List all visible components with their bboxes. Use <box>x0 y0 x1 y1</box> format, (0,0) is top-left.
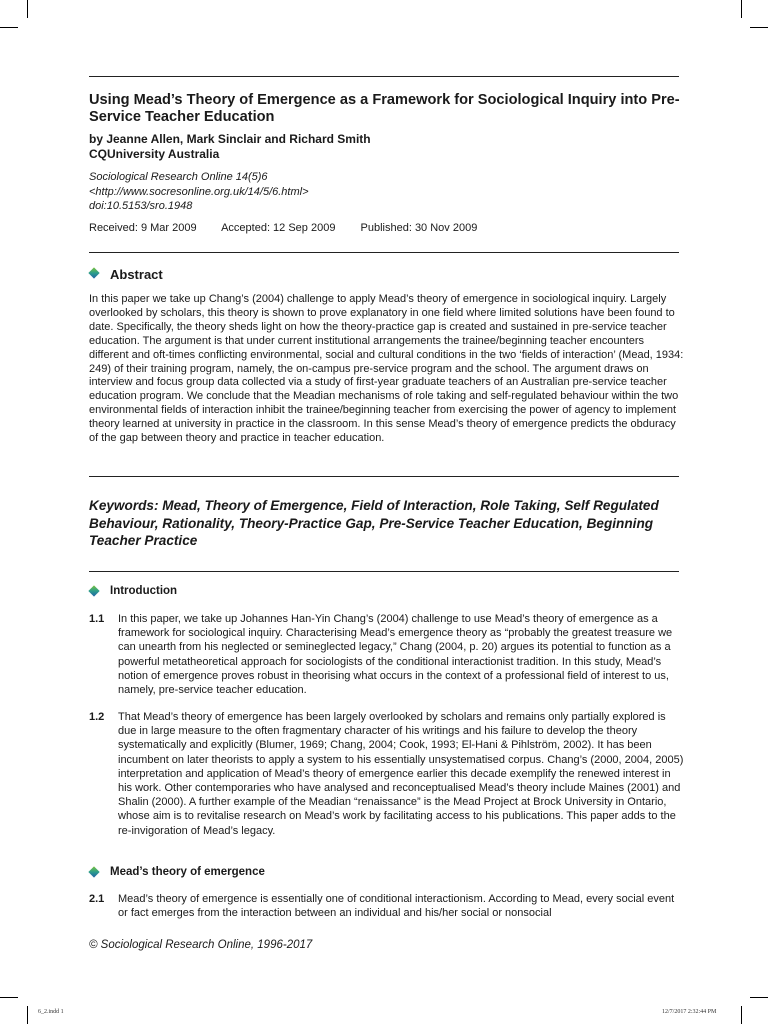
mead-theory-heading: Mead’s theory of emergence <box>110 866 265 878</box>
crop-mark-top-left <box>0 27 18 28</box>
received-date: Received: 9 Mar 2009 <box>89 222 197 234</box>
crop-mark-bottom-left <box>0 997 18 998</box>
article-title: Using Mead’s Theory of Emergence as a Framework for Sociological Inquiry into Pre-Service Teacher Education <box>89 92 680 125</box>
copyright-notice: © Sociological Research Online, 1996-2017 <box>89 939 313 951</box>
article-url[interactable]: <http://www.socresonline.org.uk/14/5/6.html> <box>89 185 309 198</box>
crop-mark-top-left <box>27 0 28 18</box>
print-slug-file: 6_2.indd 1 <box>38 1009 64 1015</box>
paragraph-number: 1.2 <box>89 711 105 723</box>
abstract-heading: Abstract <box>110 267 163 282</box>
doi: doi:10.5153/sro.1948 <box>89 200 193 212</box>
top-rule <box>89 76 679 77</box>
introduction-heading: Introduction <box>110 585 178 597</box>
paragraph-text: In this paper, we take up Johannes Han-Yin Chang’s (2004) challenge to use Mead’s theory of emergence as a framework for sociological inquiry. Characterising Mead’s emergence theory as “probably the greatest treasure we can unearth from his neglected or semineglected legacy,” Chang (2004, p. 20) argues its potential to function as a powerful metatheoretical approach for sociologists of the conditional interactionist tradition. In this study, Mead’s notion of emergence proves robust in theorising what occurs in the context of a professional field of interest to us, namely, pre-service teacher education. <box>118 613 673 697</box>
authors: by Jeanne Allen, Mark Sinclair and Richard Smith <box>89 132 371 146</box>
accepted-date: Accepted: 12 Sep 2009 <box>221 222 336 234</box>
journal-reference: Sociological Research Online 14(5)6 <box>89 171 268 183</box>
paragraph-1-1 <box>89 612 684 697</box>
abstract-rule <box>89 476 679 477</box>
crop-mark-bottom-right <box>750 997 768 998</box>
publication-dates <box>89 221 499 235</box>
citation-block <box>89 170 309 214</box>
introduction-bullet-icon <box>88 585 99 596</box>
paragraph-number: 1.1 <box>89 613 105 625</box>
mead-theory-bullet-icon <box>88 866 99 877</box>
dates-rule <box>89 252 679 253</box>
paragraph-text: That Mead’s theory of emergence has been largely overlooked by scholars and remains only partially explored is due in large measure to the often fragmentary character of his writings and his failure to develop the theory systematically and explicitly (Blumer, 1969; Chang, 2004; Cook, 1993; El-Hani & Pihlström, 2002). It has been incumbent on later theorists to apply a system to his essentially unsystematised corpus. Chang’s (2000, 2004, 2005) interpretation and application of Mead’s theory of emergence earlier this decade exemplify the renewed interest in his work. Other contemporaries who have analysed and reconceptualised Mead’s theory include Maines (2001) and Shalin (2000). A further example of the Meadian “renaissance” is the Mead Project at Brock University in Ontario, whose aim is to revitalise research on Mead’s work by facilitating access to his publications. This paper adds to the re-invigoration of Mead’s legacy. <box>118 711 684 837</box>
crop-mark-top-right <box>741 0 742 18</box>
paragraph-number: 2.1 <box>89 893 105 905</box>
affiliation: CQUniversity Australia <box>89 146 220 161</box>
paragraph-2-1 <box>89 892 684 920</box>
keywords-rule <box>89 571 679 572</box>
abstract-text: In this paper we take up Chang’s (2004) challenge to apply Mead’s theory of emergence in sociological inquiry. Largely overlooked by scholars, this theory is shown to prove explanatory in one field where limited solutions have been found to date. Specifically, the theory sheds light on how the theory-practice gap is created and sustained in pre-service teacher education. The argument is that under current institutional arrangements the trainee/beginning teacher encounters different and oft-times conflicting environmental, social and cultural conditions in the two ‘fields of interaction’ (Mead, 1934: 249) of their training program, namely, the on-campus pre-service program and the school. The argument draws on interview and focus group data collected via a study of first-year graduate teachers of an Australian pre-service teacher education program. We conclude that the Meadian mechanisms of role taking and self-regulated behaviour within the two environmental fields of interaction inhibit the trainee/beginning teacher from exercising the power of agency to implement theory learned at university in practice in the classroom. In this sense Mead’s theory of emergence predicts the obduracy of the gap between theory and practice in teacher education. <box>89 293 684 445</box>
crop-mark-bottom-right <box>741 1006 742 1024</box>
published-date: Published: 30 Nov 2009 <box>360 222 478 234</box>
keywords: Keywords: Mead, Theory of Emergence, Field of Interaction, Role Taking, Self Regulated Behaviour, Rationality, Theory-Practice Gap, Pre-Service Teacher Education, Beginning Teacher Practice <box>89 498 659 548</box>
author-block <box>89 132 371 161</box>
paragraph-1-2 <box>89 710 684 838</box>
print-slug-timestamp: 12/7/2017 2:32:44 PM <box>662 1009 717 1015</box>
crop-mark-top-right <box>750 27 768 28</box>
paragraph-text: Mead’s theory of emergence is essentially one of conditional interactionism. According to Mead, every social event or fact emerges from the interaction between an individual and his/her social or nonsocial <box>118 893 675 920</box>
crop-mark-bottom-left <box>27 1006 28 1024</box>
abstract-bullet-icon <box>88 267 99 278</box>
